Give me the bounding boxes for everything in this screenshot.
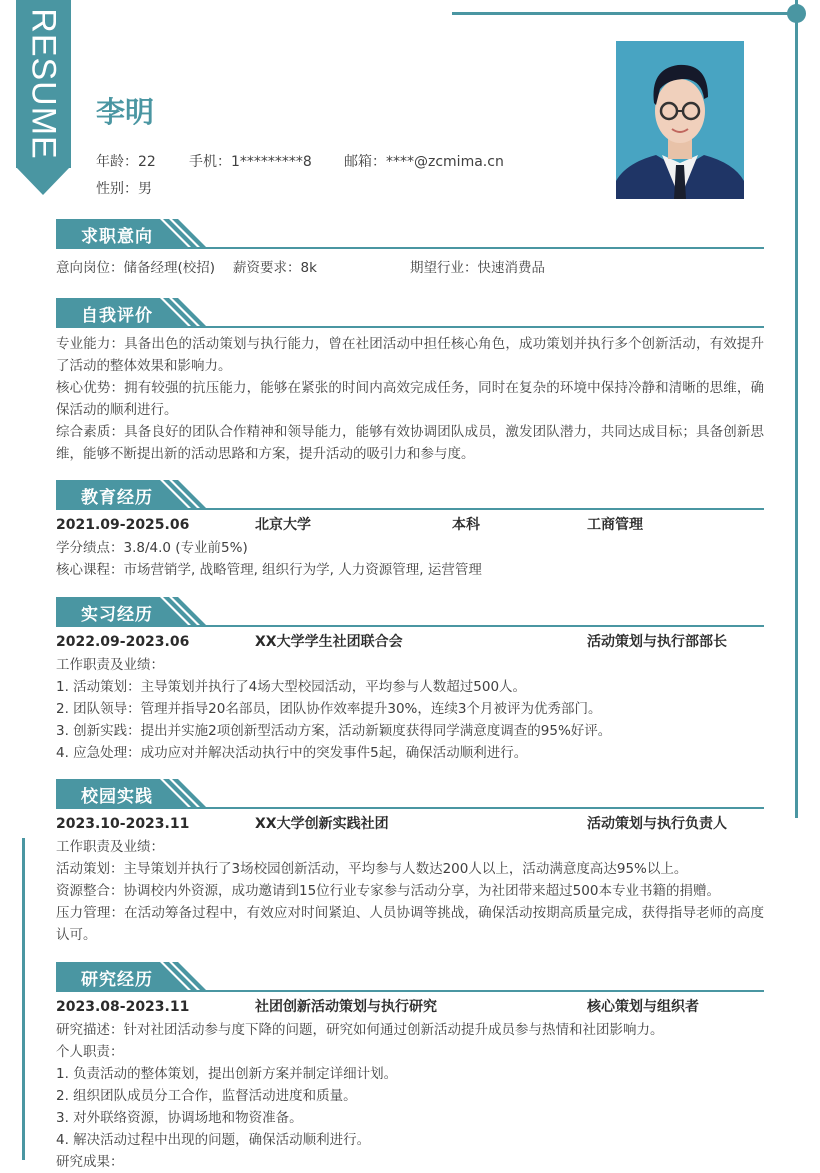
- section-header: [56, 298, 764, 328]
- internship-line: 2. 团队领导：管理并指导20名部员，团队协作效率提升30%，连续3个月被评为优秀部门。: [56, 701, 602, 717]
- section-job-intention: [56, 219, 764, 279]
- internship-role: 活动策划与执行部部长: [587, 634, 727, 650]
- campus-header-row: [56, 812, 764, 836]
- section-rule: [56, 807, 764, 809]
- email-field: [344, 151, 504, 171]
- section-header: [56, 962, 764, 992]
- ribbon-tip: [16, 167, 70, 195]
- section-self-evaluation: [56, 298, 764, 465]
- gender-label: 性别：: [96, 181, 138, 197]
- internship-header-row: [56, 630, 764, 654]
- portrait-illustration: [616, 41, 744, 199]
- education-detail-line: 学分绩点：3.8/4.0 (专业前5%): [56, 540, 248, 556]
- section-title: 自我评价: [81, 306, 153, 326]
- research-line: 2. 组织团队成员分工合作，监督活动进度和质量。: [56, 1088, 357, 1104]
- internship-line: 工作职责及业绩：: [56, 657, 164, 673]
- major: 工商管理: [587, 517, 643, 533]
- section-header: [56, 779, 764, 809]
- section-rule: [56, 625, 764, 627]
- research-line: 研究成果：: [56, 1154, 124, 1170]
- desired-industry: 期望行业：快速消费品: [410, 260, 545, 276]
- evaluation-paragraph: 核心优势：拥有较强的抗压能力，能够在紧张的时间内高效完成任务，同时在复杂的环境中保持冷静和清晰的思维，确保活动的顺利进行。: [56, 380, 764, 418]
- section-education: [56, 480, 764, 581]
- email-label: 邮箱：: [344, 154, 386, 170]
- campus-line: 压力管理：在活动筹备过程中，有效应对时间紧迫、人员协调等挑战，确保活动按期高质量完成，获得指导老师的高度认可。: [56, 905, 764, 943]
- campus-role: 活动策划与执行负责人: [587, 816, 727, 832]
- portrait-photo: [616, 41, 744, 199]
- section-title: 研究经历: [81, 970, 153, 990]
- left-decorative-line: [22, 838, 25, 1160]
- email-value: ****@zcmima.cn: [386, 154, 504, 170]
- phone-field: [189, 151, 344, 171]
- research-header-row: [56, 995, 764, 1019]
- campus-period: 2023.10-2023.11: [56, 816, 190, 832]
- section-internship: [56, 597, 764, 764]
- evaluation-paragraph: 专业能力：具备出色的活动策划与执行能力，曾在社团活动中担任核心角色，成功策划并执行多个创新活动，有效提升了活动的整体效果和影响力。: [56, 336, 764, 374]
- section-campus-practice: [56, 779, 764, 946]
- education-period: 2021.09-2025.06: [56, 517, 190, 533]
- section-rule: [56, 326, 764, 328]
- section-title: 实习经历: [81, 605, 153, 625]
- section-header: [56, 597, 764, 627]
- education-detail-line: 核心课程：市场营销学, 战略管理, 组织行为学, 人力资源管理, 运营管理: [56, 562, 482, 578]
- campus-line: 工作职责及业绩：: [56, 839, 164, 855]
- phone-label: 手机：: [189, 154, 231, 170]
- section-title: 校园实践: [81, 787, 153, 807]
- top-decorative-line: [452, 12, 797, 15]
- phone-value: 1*********8: [231, 154, 312, 170]
- school-name: 北京大学: [255, 517, 311, 533]
- section-header: [56, 480, 764, 510]
- gender-value: 男: [138, 181, 152, 197]
- research-line: 3. 对外联络资源，协调场地和物资准备。: [56, 1110, 303, 1126]
- age-label: 年龄：: [96, 154, 138, 170]
- age-value: 22: [138, 154, 156, 170]
- evaluation-paragraph: 综合素质：具备良好的团队合作精神和领导能力，能够有效协调团队成员，激发团队潜力，共同达成目标；具备创新思维，能够不断提出新的活动思路和方案，提升活动的吸引力和参与度。: [56, 424, 764, 462]
- research-period: 2023.08-2023.11: [56, 999, 190, 1015]
- section-header: [56, 219, 764, 249]
- degree: 本科: [452, 517, 480, 533]
- internship-org: XX大学学生社团联合会: [255, 634, 403, 650]
- intention-row: [56, 257, 764, 279]
- campus-line: 活动策划：主导策划并执行了3场校园创新活动，平均参与人数达200人以上，活动满意度高达95%以上。: [56, 861, 688, 877]
- education-header-row: [56, 513, 764, 537]
- campus-org: XX大学创新实践社团: [255, 816, 389, 832]
- research-body: [56, 995, 764, 1173]
- section-rule: [56, 247, 764, 249]
- salary-expectation: 薪资要求：8k: [233, 260, 317, 276]
- desired-position: 意向岗位：储备经理(校招): [56, 260, 216, 276]
- age-field: [96, 151, 189, 171]
- section-title: 求职意向: [81, 227, 153, 247]
- research-line: 4. 解决活动过程中出现的问题，确保活动顺利进行。: [56, 1132, 371, 1148]
- research-line: 研究描述：针对社团活动参与度下降的问题，研究如何通过创新活动提升成员参与热情和社团影响力。: [56, 1022, 664, 1038]
- research-project: 社团创新活动策划与执行研究: [255, 999, 437, 1015]
- research-role: 核心策划与组织者: [587, 999, 699, 1015]
- section-rule: [56, 990, 764, 992]
- internship-body: [56, 630, 764, 764]
- section-research: [56, 962, 764, 1173]
- internship-line: 1. 活动策划：主导策划并执行了4场大型校园活动，平均参与人数超过500人。: [56, 679, 527, 695]
- education-body: [56, 513, 764, 581]
- internship-period: 2022.09-2023.06: [56, 634, 190, 650]
- campus-body: [56, 812, 764, 946]
- internship-line: 4. 应急处理：成功应对并解决活动执行中的突发事件5起，确保活动顺利进行。: [56, 745, 528, 761]
- campus-line: 资源整合：协调校内外资源，成功邀请到15位行业专家参与活动分享，为社团带来超过500本专业书籍的捐赠。: [56, 883, 720, 899]
- section-rule: [56, 508, 764, 510]
- research-line: 个人职责：: [56, 1044, 124, 1060]
- resume-ribbon: [16, 0, 71, 196]
- section-title: 教育经历: [81, 488, 153, 508]
- ribbon-label: RESUME: [24, 8, 63, 160]
- internship-line: 3. 创新实践：提出并实施2项创新型活动方案，活动新颖度获得同学满意度调查的95%好评。: [56, 723, 612, 739]
- research-line: 1. 负责活动的整体策划，提出创新方案并制定详细计划。: [56, 1066, 398, 1082]
- self-evaluation-body: [56, 333, 764, 465]
- right-decorative-line: [795, 0, 798, 818]
- candidate-name: 李明: [96, 95, 155, 129]
- gender-row: [96, 178, 152, 198]
- contact-row: [96, 151, 504, 171]
